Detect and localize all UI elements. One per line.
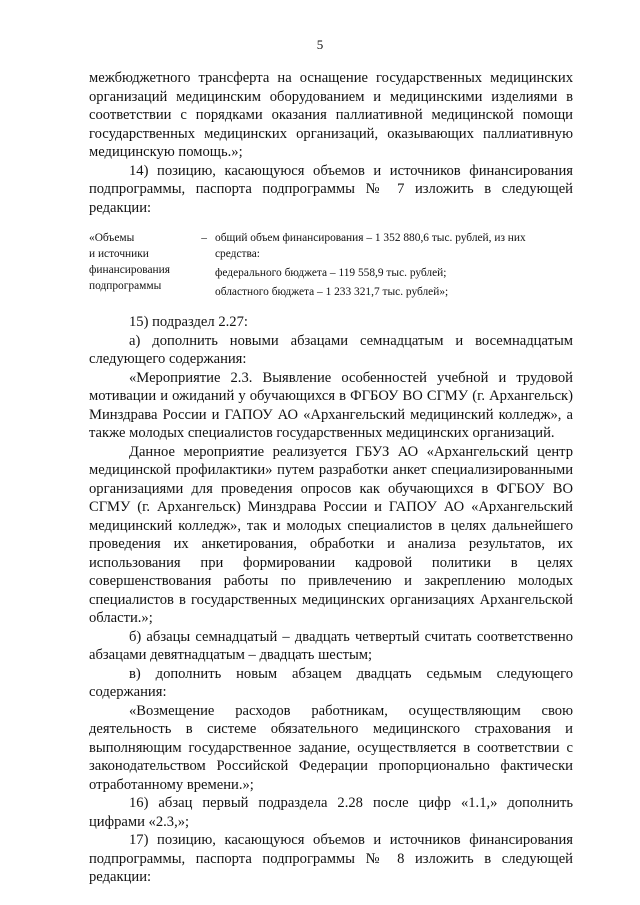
value-line: областного бюджета – 1 233 321,7 тыс. рублей»; [215,286,449,298]
label-line: финансирования [89,264,170,276]
label-line: подпрограммы [89,280,162,292]
paragraph: 14) позицию, касающуюся объемов и источников финансирования подпрограммы, паспорта подпрограммы № 7 изложить в следующей редакции: [89,162,573,216]
paragraph: межбюджетного трансферта на оснащение государственных медицинских организаций медицинским оборудованием и медицинскими изделиями в соответствии с порядками оказания паллиативной медицинской помощи государственных медицинских организаций, оказывающих паллиативную медицинскую помощь.»; [89,70,573,160]
paragraph: а) дополнить новыми абзацами семнадцатым и восемнадцатым следующего содержания: [89,332,573,367]
label-line: «Объемы [89,232,135,244]
value-line: федерального бюджета – 119 558,9 тыс. рублей; [215,267,447,279]
paragraph: 16) абзац первый подраздела 2.28 после цифр «1.1,» дополнить цифрами «2.3,»; [89,795,573,830]
document-body [89,69,573,887]
paragraph: б) абзацы семнадцатый – двадцать четвертый считать соответственно абзацами девятнадцатым – двадцать шестым; [89,628,573,663]
label-line: и источники [89,248,149,260]
funding-table-dash: – [201,232,207,244]
paragraph: «Возмещение расходов работникам, осуществляющим свою деятельность в системе обязательного медицинского страхования и выполняющим государственное задание, осуществляется в соответствии с законодательством Российской Федерации пропорционально фактически отработанному времени.»; [89,702,573,793]
paragraph: 15) подраздел 2.27: [129,314,248,330]
funding-table [89,230,573,303]
paragraph: «Мероприятие 2.3. Выявление особенностей учебной и трудовой мотивации и ожиданий у обучающихся в ФГБОУ ВО СГМУ (г. Архангельск) Минздрава России и ГАПОУ АО «Архангельский медицинский колледж», а также молодых специалистов государственных медицинских организаций. [89,369,573,441]
funding-table-values [215,230,573,303]
paragraph: в) дополнить новым абзацем двадцать седьмым следующего содержания: [89,665,573,700]
funding-table-label [89,230,177,303]
paragraph: 17) позицию, касающуюся объемов и источников финансирования подпрограммы, паспорта подпрограммы № 8 изложить в следующей редакции: [89,832,573,885]
value-line: общий объем финансирования – 1 352 880,6 тыс. рублей, из них средства: [215,232,526,260]
paragraph: Данное мероприятие реализуется ГБУЗ АО «Архангельский центр медицинской профилактики» путем разработки анкет специализированными организациями для проведения опросов как обучающихся в ФГБОУ ВО СГМУ (г. Архангельск) Минздрава России и ГАПОУ АО «Архангельский медицинский колледж», так и молодых специалистов в целях дальнейшего проведения их анкетирования, обработки и анализа результатов, их использования при формировании кадровой политики в целях совершенствования работы по привлечению и закреплению молодых специалистов в государственных медицинских организациях Архангельской области.»; [89,443,573,626]
page-number: 5 [316,37,324,52]
